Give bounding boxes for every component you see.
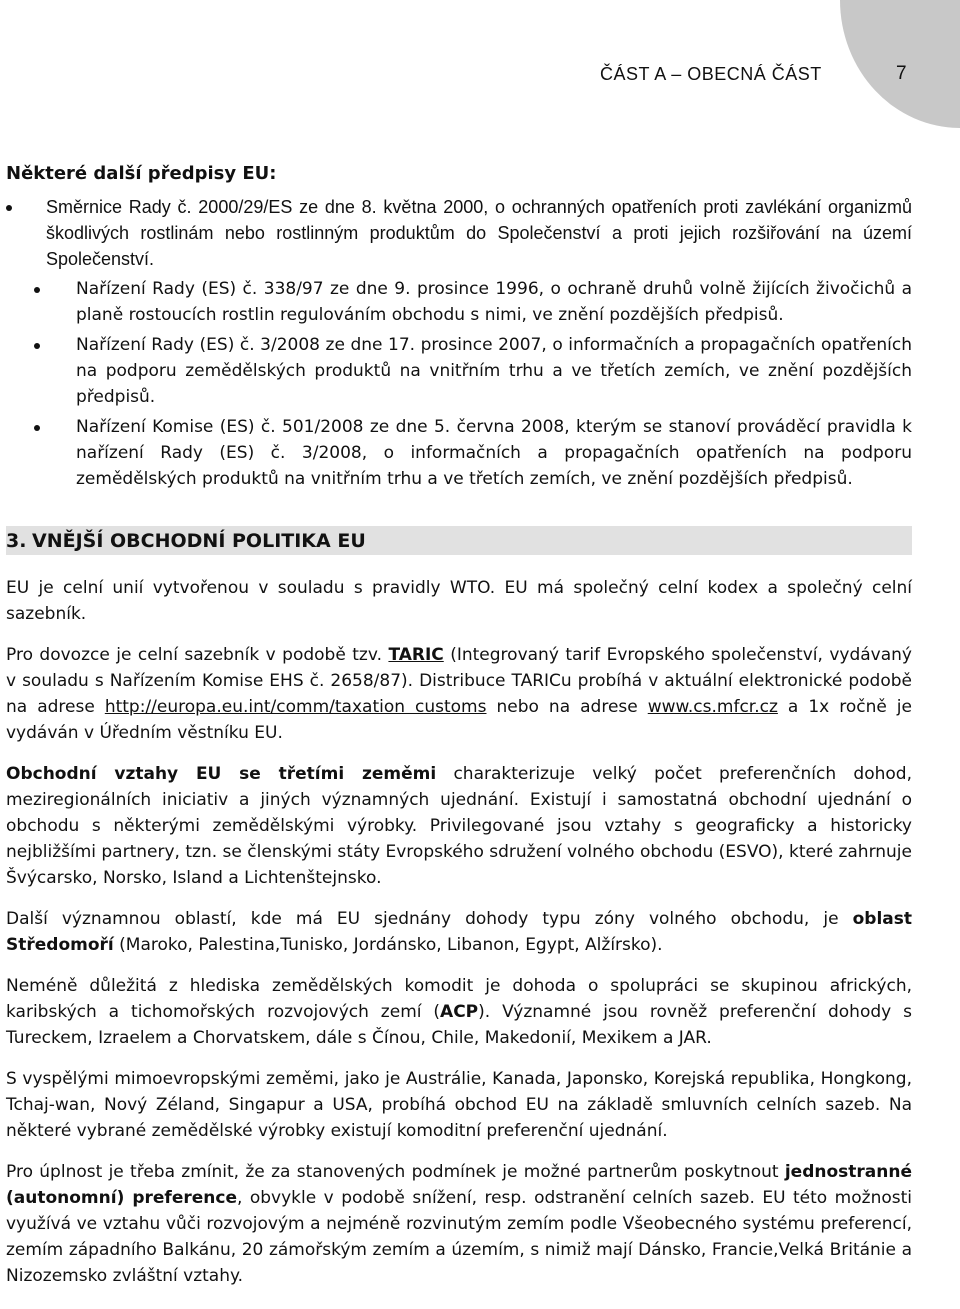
text-run: , obvykle v podobě snížení, resp. odstranění celních sazeb. EU této možnosti využívá ve vztahu vůči rozvojovým a nejméně rozvinutým zemím podle Všeobecného systému preferencí, zemím západního Balkánu, 20 zámořským zemím a územím, s nimiž mají Dánsko, Francie,Velká Británie a Nizozemsko zvláštní vztahy. (6, 1188, 912, 1286)
paragraph-trade-relations (6, 761, 912, 891)
bold-term: jednostranné (autonomní) preference (6, 1162, 912, 1208)
bullet-icon (34, 287, 40, 293)
text-run: charakterizuje velký počet preferenčních dohod, meziregionálních iniciativ a jiných významných ujednání. Existují i samostatná obchodní ujednání o obchodu s některými zemědělskými výrobky. Privilegované jsou vztahy s geograficky a historicky nejbližšími partnery, tzn. se členskými státy Evropského sdružení volného obchodu (ESVO), které zahrnuje Švýcarsko, Norsko, Island a Lichtenštejnsko. (6, 764, 912, 888)
bold-term: Obchodní vztahy EU se třetími zeměmi (6, 764, 437, 784)
list-item (6, 414, 912, 492)
bullet-icon (34, 425, 40, 431)
list-item (6, 276, 912, 328)
paragraph-autonomous-preferences (6, 1159, 912, 1289)
page-content (6, 163, 912, 1304)
section-heading-title: VNĚJŠÍ OBCHODNÍ POLITIKA EU (32, 530, 366, 552)
bullet-icon (34, 343, 40, 349)
paragraph-taric (6, 642, 912, 746)
page-number: 7 (896, 63, 907, 84)
list-item-text: Nařízení Rady (ES) č. 338/97 ze dne 9. prosince 1996, o ochraně druhů volně žijících živočichů a planě rostoucích rostlin regulováním obchodu s nimi, ve znění pozdějších předpisů. (76, 279, 912, 325)
text-run: Pro dovozce je celní sazebník v podobě tzv. (6, 645, 389, 665)
list-item-text: Směrnice Rady č. 2000/29/ES ze dne 8. května 2000, o ochranných opatřeních proti zavlékání organizmů škodlivých rostlinám nebo rostlinným produktům do Společenství a proti jejich rozšiřování na území Společenství. (46, 197, 912, 269)
paragraph-developed-countries: S vyspělými mimoevropskými zeměmi, jako je Austrálie, Kanada, Japonsko, Korejská republika, Hongkong, Tchaj-wan, Nový Zéland, Singapur a USA, probíhá obchod EU na základě smluvních celních sazeb. Na některé vybrané zemědělské výrobky existují komoditní preferenční ujednání. (6, 1069, 912, 1141)
paragraph-mediterranean (6, 906, 912, 958)
text-run: Neméně důležitá z hlediska zemědělských komodit je dohoda o spolupráci se skupinou afrických, karibských a tichomořských rozvojových zemí ( (6, 976, 912, 1022)
bold-term: ACP (440, 1002, 479, 1022)
list-item (6, 194, 912, 272)
text-run: (Maroko, Palestina,Tunisko, Jordánsko, Libanon, Egypt, Alžírsko). (113, 935, 663, 955)
section-title: ČÁST A – OBECNÁ ČÁST (600, 64, 822, 84)
paragraph-acp (6, 973, 912, 1051)
text-run: ). Významné jsou rovněž preferenční dohody s Tureckem, Izraelem a Chorvatskem, dále s Čínou, Chile, Makedonií, Mexikem a JAR. (6, 1002, 912, 1048)
bullet-icon (6, 205, 12, 211)
mfcr-url-link[interactable]: www.cs.mfcr.cz (647, 697, 778, 717)
regulations-list (6, 194, 912, 492)
paragraph-customs-union: EU je celní unií vytvořenou v souladu s pravidly WTO. EU má společný celní kodex a společný celní sazebník. (6, 578, 912, 624)
text-run: Pro úplnost je třeba zmínit, že za stanovených podmínek je možné partnerům poskytnout (6, 1162, 785, 1182)
list-item (6, 332, 912, 410)
list-item-text: Nařízení Rady (ES) č. 3/2008 ze dne 17. prosince 2007, o informačních a propagačních opatřeních na podporu zemědělských produktů na vnitřním trhu a ve třetích zemích, ve znění pozdějších předpisů. (76, 335, 912, 407)
text-run: nebo na adrese (486, 697, 648, 717)
text-run: Další významnou oblastí, kde má EU sjednány dohody typu zóny volného obchodu, je (6, 909, 853, 929)
europa-url-link[interactable]: http://europa.eu.int/comm/taxation customs (104, 697, 487, 717)
text-run: (Integrovaný tarif Evropského společenství, vydávaný v souladu s Nařízením Komise EHS č. 2658/87). Distribuce TARICu probíhá v aktuální elektronické podobě na adrese (6, 645, 912, 717)
list-item-text: Nařízení Komise (ES) č. 501/2008 ze dne 5. června 2008, kterým se stanoví prováděcí pravidla k nařízení Rady (ES) č. 3/2008, o informačních a propagačních opatřeních na podporu zemědělských produktů na vnitřním trhu a ve třetích zemích, ve znění pozdějších předpisů. (76, 417, 912, 489)
taric-link[interactable]: TARIC (388, 645, 444, 665)
other-regulations-heading: Některé další předpisy EU: (6, 163, 277, 184)
section-heading (6, 526, 912, 555)
section-number: 3. (6, 530, 27, 552)
bold-term: oblast Středomoří (6, 909, 912, 955)
text-run: a 1x ročně je vydáván v Úředním věstníku EU. (6, 697, 912, 743)
